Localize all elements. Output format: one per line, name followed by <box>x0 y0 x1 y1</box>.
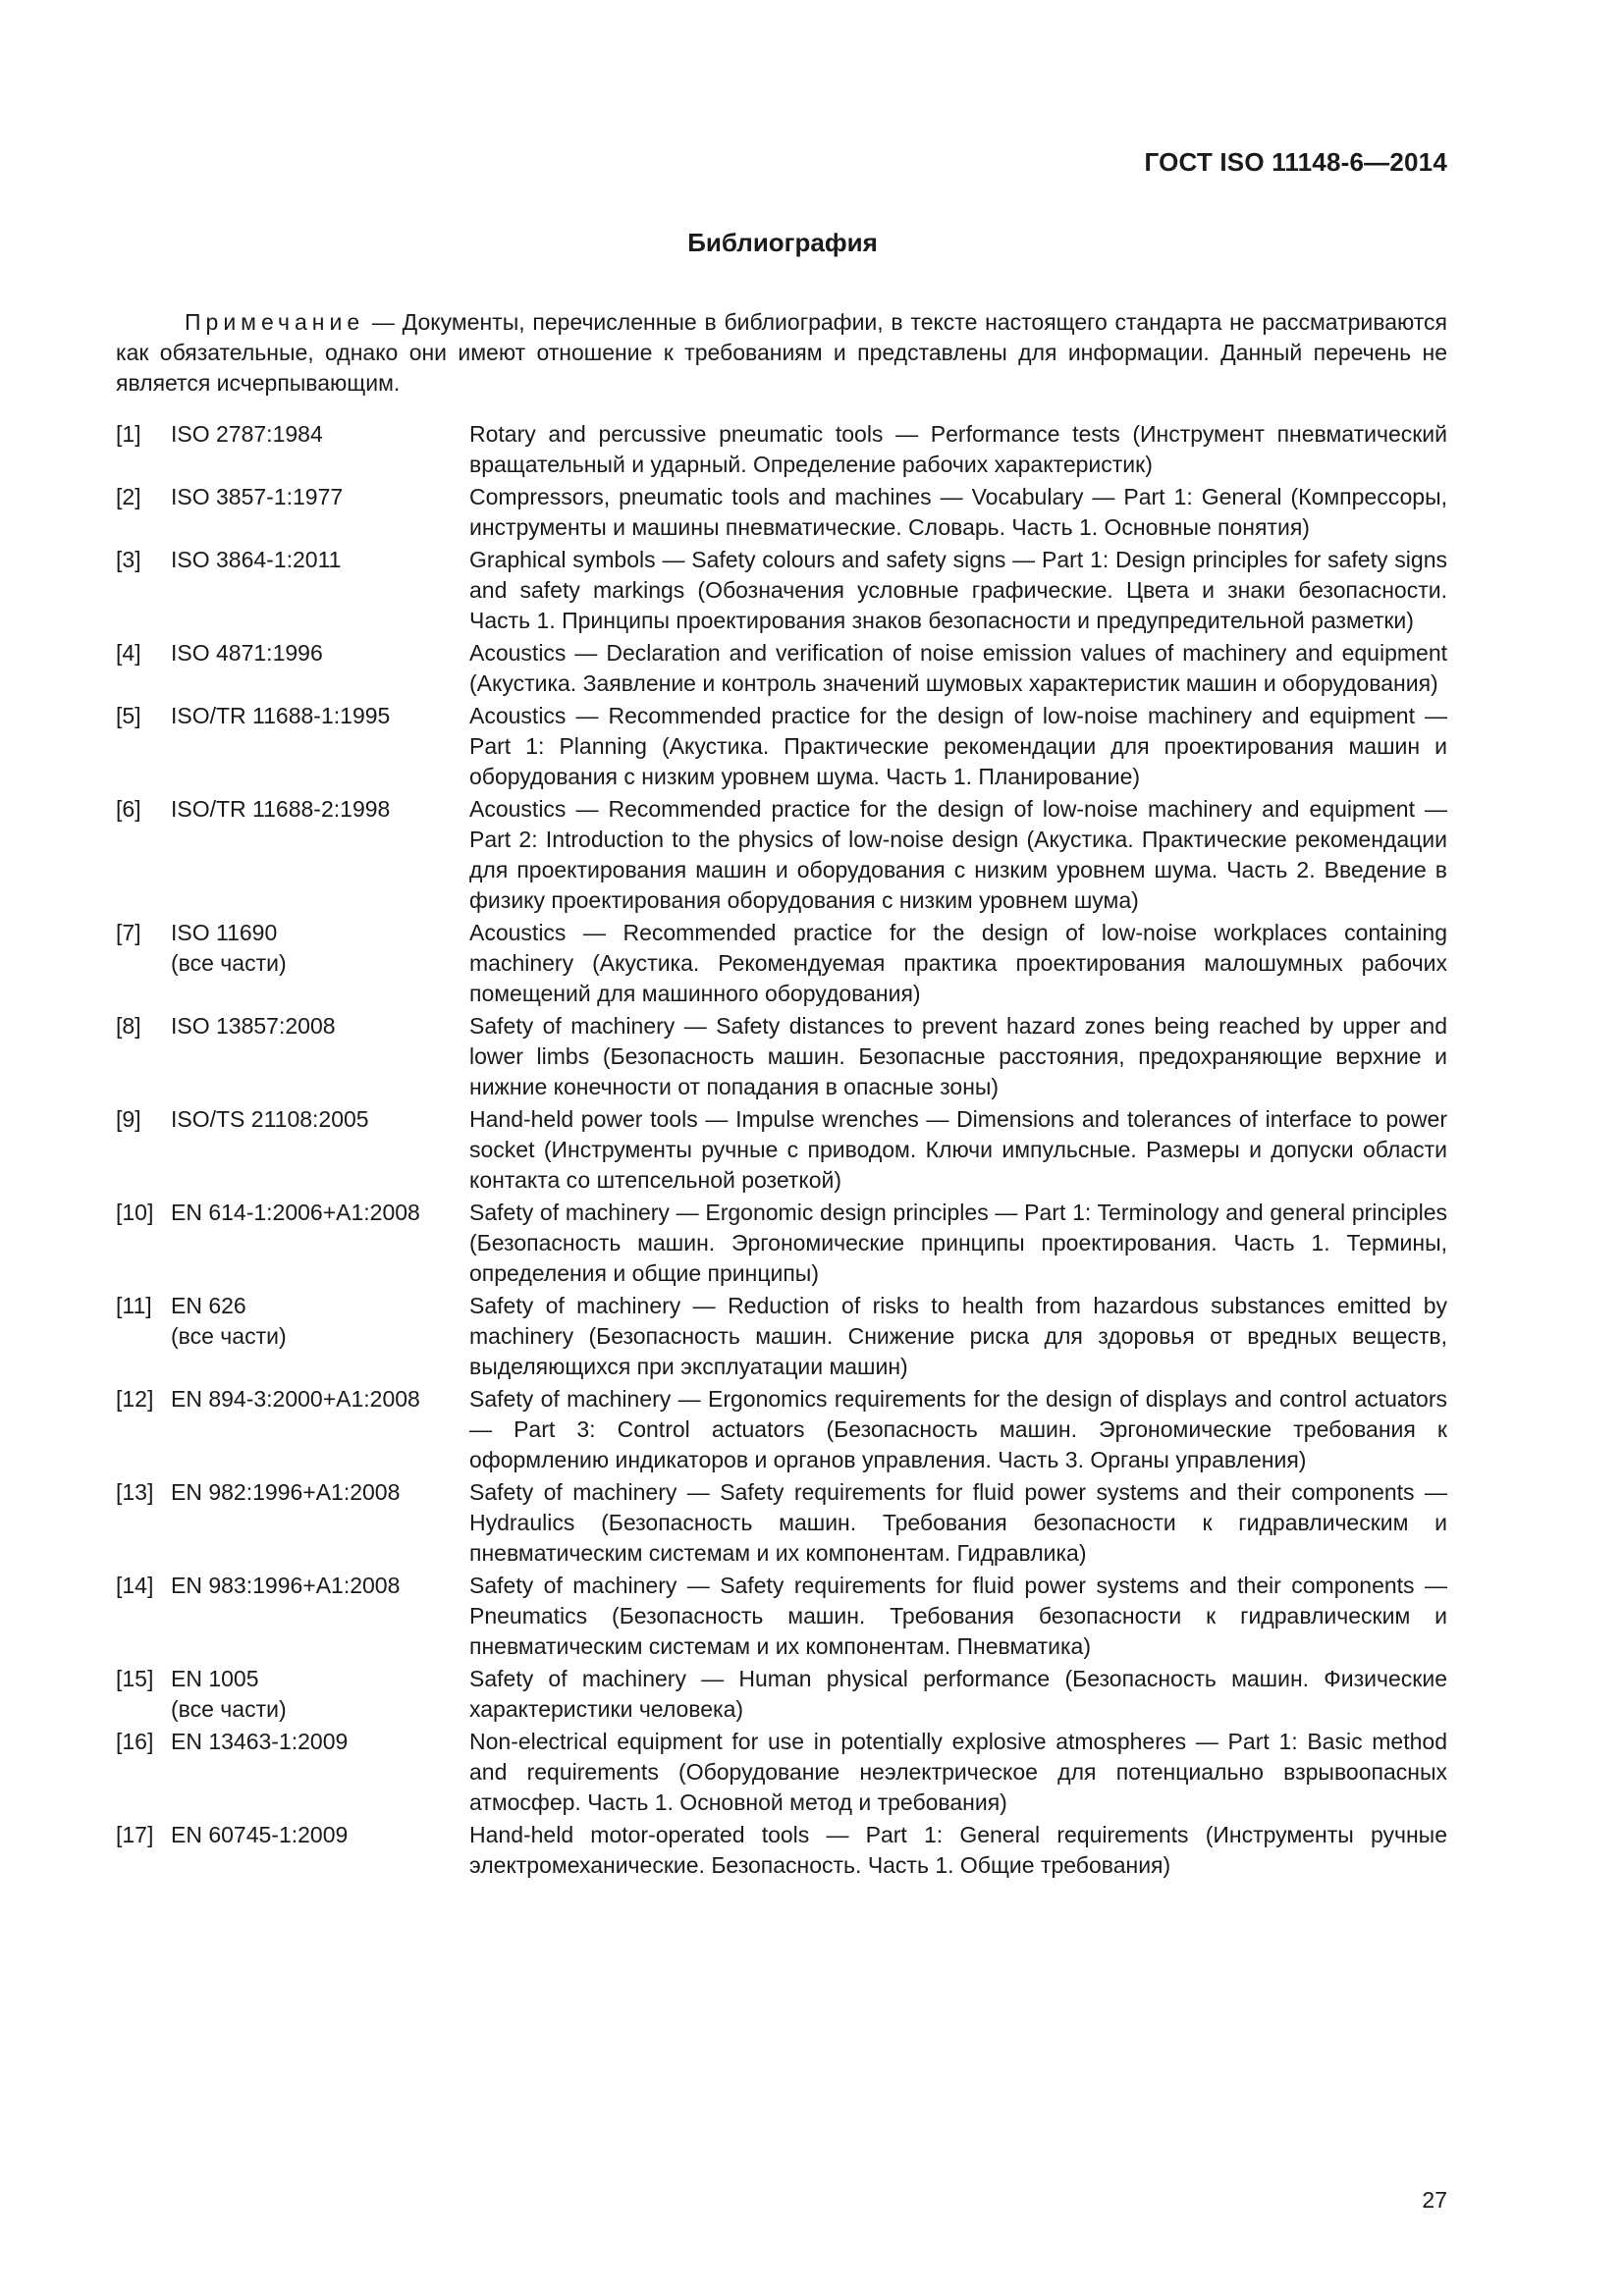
entry-description: Safety of machinery — Ergonomics requirements for the design of displays and control actuators — Part 3: Control actuators (Безопасность машин. Эргономические требования к оформлению индикаторов и органов управления. Часть 3. Органы управления) <box>469 1386 1447 1472</box>
entry-number: [4] <box>116 640 141 666</box>
document-header: ГОСТ ISO 11148-6—2014 <box>1144 147 1447 177</box>
entry-number: [10] <box>116 1200 154 1225</box>
entry-standard-code: ISO 3864-1:2011 <box>171 547 342 572</box>
entry-standard-code: EN 614-1:2006+A1:2008 <box>171 1200 420 1225</box>
entry-number: [6] <box>116 796 141 822</box>
entry-description: Safety of machinery — Safety distances to prevent hazard zones being reached by upper and lower limbs (Безопасность машин. Безопасные расстояния, предохраняющие верхние и нижние конечности от попадания в опасные зоны) <box>469 1013 1447 1099</box>
entry-standard-code: ISO 3857-1:1977 <box>171 484 344 509</box>
bibliography-entry <box>116 1727 1447 1818</box>
entry-standard-code: ISO 11690 (все части) <box>171 920 287 976</box>
bibliography-entry <box>116 1820 1447 1881</box>
entry-description: Acoustics — Recommended practice for the design of low-noise machinery and equipment — Part 1: Planning (Акустика. Практические рекомендации для проектирования машин и оборудования с низким уровнем шума. Часть 1. Планирование) <box>469 703 1447 789</box>
entry-number: [5] <box>116 703 141 728</box>
entry-number: [17] <box>116 1822 154 1847</box>
entry-number: [1] <box>116 421 141 447</box>
entry-standard-code: ISO/TR 11688-1:1995 <box>171 703 391 728</box>
bibliography-entry <box>116 1011 1447 1102</box>
bibliography-entry <box>116 482 1447 543</box>
page-number: 27 <box>1422 2187 1447 2213</box>
entry-standard-code: ISO 2787:1984 <box>171 421 323 447</box>
note-text: — Документы, перечисленные в библиографии, в тексте настоящего стандарта не рассматриваются как обязательные, однако они имеют отношение к требованиям и представлены для информации. Данный перечень не является исчерпывающим. <box>116 309 1447 396</box>
entry-standard-code: EN 60745-1:2009 <box>171 1822 349 1847</box>
bibliography-entry <box>116 1664 1447 1725</box>
entry-description: Safety of machinery — Ergonomic design principles — Part 1: Terminology and general principles (Безопасность машин. Эргономические принципы проектирования. Часть 1. Термины, определения и общие принципы) <box>469 1200 1447 1286</box>
entry-standard-code: ISO 4871:1996 <box>171 640 323 666</box>
note-label: Примечание <box>185 309 365 335</box>
entry-number: [2] <box>116 484 141 509</box>
entry-number: [14] <box>116 1573 154 1598</box>
entry-description: Acoustics — Declaration and verification of noise emission values of machinery and equipment (Акустика. Заявление и контроль значений шумовых характеристик машин и оборудования) <box>469 640 1447 696</box>
entry-description: Safety of machinery — Safety requirements for fluid power systems and their components — Hydraulics (Безопасность машин. Требования безопасности к гидравлическим и пневматическим системам и их компонентам. Гидравлика) <box>469 1479 1447 1566</box>
bibliography-entry <box>116 1291 1447 1382</box>
entry-standard-code: ISO/TR 11688-2:1998 <box>171 796 391 822</box>
entry-standard-code: EN 13463-1:2009 <box>171 1729 349 1754</box>
section-title: Библиография <box>687 228 878 257</box>
entry-number: [15] <box>116 1666 154 1691</box>
entry-number: [11] <box>116 1293 152 1318</box>
bibliography-entry <box>116 638 1447 699</box>
entry-standard-code: EN 1005 (все части) <box>171 1666 287 1722</box>
entry-description: Non-electrical equipment for use in potentially explosive atmospheres — Part 1: Basic method and requirements (Оборудование неэлектрическое для потенциально взрывоопасных атмосфер. Часть 1. Основной метод и требования) <box>469 1729 1447 1815</box>
bibliography-entry <box>116 545 1447 636</box>
entry-description: Graphical symbols — Safety colours and safety signs — Part 1: Design principles for safety signs and safety markings (Обозначения условные графические. Цвета и знаки безопасности. Часть 1. Принципы проектирования знаков безопасности и предупредительной разметки) <box>469 547 1447 633</box>
entry-standard-code: ISO 13857:2008 <box>171 1013 336 1039</box>
entry-number: [9] <box>116 1106 141 1132</box>
entry-number: [16] <box>116 1729 154 1754</box>
entry-number: [12] <box>116 1386 154 1412</box>
entry-description: Acoustics — Recommended practice for the design of low-noise machinery and equipment — Part 2: Introduction to the physics of low-noise design (Акустика. Практические рекомендации для проектирования машин и оборудования с низким уровнем шума. Часть 2. Введение в физику проектирования оборудования с низким уровнем шума) <box>469 796 1447 913</box>
bibliography-entry <box>116 1477 1447 1569</box>
bibliography-note <box>116 307 1447 399</box>
bibliography-entry <box>116 1571 1447 1662</box>
bibliography-entry <box>116 918 1447 1009</box>
entry-standard-code: EN 983:1996+A1:2008 <box>171 1573 401 1598</box>
entry-description: Safety of machinery — Reduction of risks to health from hazardous substances emitted by machinery (Безопасность машин. Снижение риска для здоровья от вредных веществ, выделяющихся при эксплуатации машин) <box>469 1293 1447 1379</box>
entry-description: Hand-held motor-operated tools — Part 1: General requirements (Инструменты ручные электромеханические. Безопасность. Часть 1. Общие требования) <box>469 1822 1447 1878</box>
entry-number: [13] <box>116 1479 154 1505</box>
entry-description: Safety of machinery — Human physical performance (Безопасность машин. Физические характеристики человека) <box>469 1666 1447 1722</box>
bibliography-entry <box>116 1104 1447 1196</box>
entry-standard-code: EN 894-3:2000+A1:2008 <box>171 1386 420 1412</box>
bibliography-entry <box>116 701 1447 792</box>
bibliography-entry <box>116 794 1447 916</box>
bibliography-entry <box>116 419 1447 480</box>
entry-description: Rotary and percussive pneumatic tools — Performance tests (Инструмент пневматический вращательный и ударный. Определение рабочих характеристик) <box>469 421 1447 477</box>
entry-number: [3] <box>116 547 141 572</box>
entry-standard-code: ISO/TS 21108:2005 <box>171 1106 369 1132</box>
bibliography-entry <box>116 1198 1447 1289</box>
entry-description: Compressors, pneumatic tools and machines — Vocabulary — Part 1: General (Компрессоры, инструменты и машины пневматические. Словарь. Часть 1. Основные понятия) <box>469 484 1447 540</box>
bibliography-entry <box>116 1384 1447 1475</box>
entry-description: Acoustics — Recommended practice for the design of low-noise workplaces containing machinery (Акустика. Рекомендуемая практика проектирования малошумных рабочих помещений для машинного оборудования) <box>469 920 1447 1006</box>
entry-standard-code: EN 626 (все части) <box>171 1293 287 1349</box>
entry-number: [8] <box>116 1013 141 1039</box>
entry-standard-code: EN 982:1996+A1:2008 <box>171 1479 401 1505</box>
bibliography-list <box>116 419 1447 1883</box>
entry-description: Hand-held power tools — Impulse wrenches — Dimensions and tolerances of interface to power socket (Инструменты ручные с приводом. Ключи импульсные. Размеры и допуски области контакта со штепсельной розеткой) <box>469 1106 1447 1193</box>
entry-description: Safety of machinery — Safety requirements for fluid power systems and their components — Pneumatics (Безопасность машин. Требования безопасности к гидравлическим и пневматическим системам и их компонентам. Пневматика) <box>469 1573 1447 1659</box>
entry-number: [7] <box>116 920 141 945</box>
